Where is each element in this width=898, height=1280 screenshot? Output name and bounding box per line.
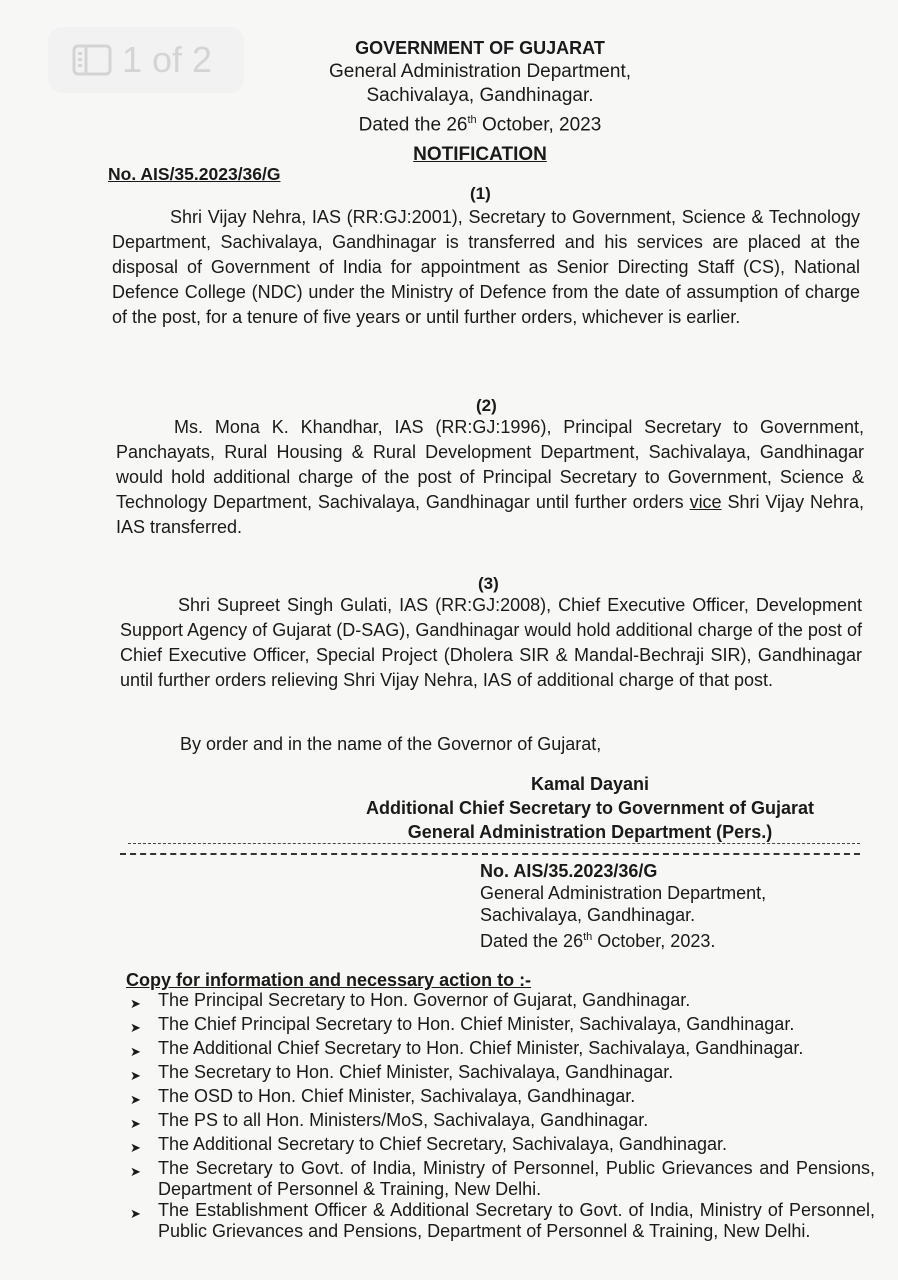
page-indicator[interactable]	[48, 27, 244, 93]
arrow-bullet-icon: ➤	[130, 1068, 141, 1083]
list-item: ➤ The OSD to Hon. Chief Minister, Sachivalaya, Gandhinagar.	[130, 1086, 875, 1110]
paragraph-number-1: (1)	[470, 184, 491, 203]
reference-location: Sachivalaya, Gandhinagar.	[480, 905, 696, 925]
list-item: ➤ The Chief Principal Secretary to Hon. Chief Minister, Sachivalaya, Gandhinagar.	[130, 1014, 875, 1038]
reference-date: Dated the 26th October, 2023.	[480, 931, 716, 951]
separator-line-2	[120, 853, 860, 855]
paragraph-2: Ms. Mona K. Khandhar, IAS (RR:GJ:1996), Principal Secretary to Government, Panchayats, Rural Housing & Rural Development Department, Sachivalaya, Gandhinagar would hold additional charge of the post of Principal Secretary to Government, Science & Technology Department, Sachivalaya, Gandhinagar until further orders vice Shri Vijay Nehra, IAS transferred.	[116, 417, 864, 537]
order-line: By order and in the name of the Governor of Gujarat,	[180, 734, 602, 754]
arrow-bullet-icon: ➤	[130, 1206, 141, 1221]
list-item: ➤ The PS to all Hon. Ministers/MoS, Sachivalaya, Gandhinagar.	[130, 1110, 875, 1134]
paragraph-number-3: (3)	[478, 574, 499, 593]
signatory-name: Kamal Dayani	[530, 774, 650, 794]
department-name: General Administration Department,	[328, 61, 632, 82]
page-indicator-text: 1 of 2	[122, 39, 213, 80]
arrow-bullet-icon: ➤	[130, 1140, 141, 1155]
arrow-bullet-icon: ➤	[130, 1020, 141, 1035]
list-item: ➤ The Additional Chief Secretary to Hon. Chief Minister, Sachivalaya, Gandhinagar.	[130, 1038, 875, 1062]
notification-title: NOTIFICATION	[413, 144, 547, 166]
separator-line	[128, 843, 860, 844]
paragraph-number-2: (2)	[476, 396, 497, 415]
arrow-bullet-icon: ➤	[130, 996, 141, 1011]
document-number: No. AIS/35.2023/36/G	[108, 164, 281, 184]
arrow-bullet-icon: ➤	[130, 1044, 141, 1059]
list-item: ➤ The Establishment Officer & Additional Secretary to Govt. of India, Ministry of Personnel, Public Grievances and Pensions, Department of Personnel & Training, New Delhi.	[130, 1200, 875, 1241]
arrow-bullet-icon: ➤	[130, 1116, 141, 1131]
list-item: ➤ The Secretary to Hon. Chief Minister, Sachivalaya, Gandhinagar.	[130, 1062, 875, 1086]
location: Sachivalaya, Gandhinagar.	[366, 85, 594, 106]
signature-block	[330, 772, 850, 844]
reference-department: General Administration Department,	[480, 883, 767, 903]
copy-to-list	[130, 990, 875, 1242]
letterhead	[300, 36, 660, 167]
date-line: Dated the 26th October, 2023	[358, 114, 602, 136]
vice-underlined: vice	[689, 492, 722, 512]
signatory-department: General Administration Department (Pers.)	[407, 822, 773, 842]
paragraph-3: Shri Supreet Singh Gulati, IAS (RR:GJ:2008), Chief Executive Officer, Development Support Agency of Gujarat (D-SAG), Gandhinagar would hold additional charge of the post of Chief Executive Officer, Special Project (Dholera SIR & Mandal-Bechraji SIR), Gandhinagar until further orders relieving Shri Vijay Nehra, IAS of additional charge of that post.	[120, 595, 862, 690]
list-item: ➤ The Additional Secretary to Chief Secretary, Sachivalaya, Gandhinagar.	[130, 1134, 875, 1158]
list-item: ➤ The Principal Secretary to Hon. Governor of Gujarat, Gandhinagar.	[130, 990, 875, 1014]
arrow-bullet-icon: ➤	[130, 1092, 141, 1107]
copy-to-title: Copy for information and necessary action to :-	[126, 970, 532, 990]
sidebar-panel-icon	[72, 44, 112, 76]
reference-block	[480, 860, 766, 952]
reference-number: No. AIS/35.2023/36/G	[480, 861, 658, 881]
signatory-designation: Additional Chief Secretary to Government of Gujarat	[365, 798, 815, 818]
arrow-bullet-icon: ➤	[130, 1164, 141, 1179]
list-item: ➤ The Secretary to Govt. of India, Ministry of Personnel, Public Grievances and Pensions, Department of Personnel & Training, New Delhi.	[130, 1158, 875, 1199]
paragraph-1: Shri Vijay Nehra, IAS (RR:GJ:2001), Secretary to Government, Science & Technology Department, Sachivalaya, Gandhinagar is transferred and his services are placed at the disposal of Government of India for appointment as Senior Directing Staff (CS), National Defence College (NDC) under the Ministry of Defence from the date of assumption of charge of the post, for a tenure of five years or until further orders, whichever is earlier.	[112, 207, 860, 327]
government-name: GOVERNMENT OF GUJARAT	[355, 38, 605, 58]
